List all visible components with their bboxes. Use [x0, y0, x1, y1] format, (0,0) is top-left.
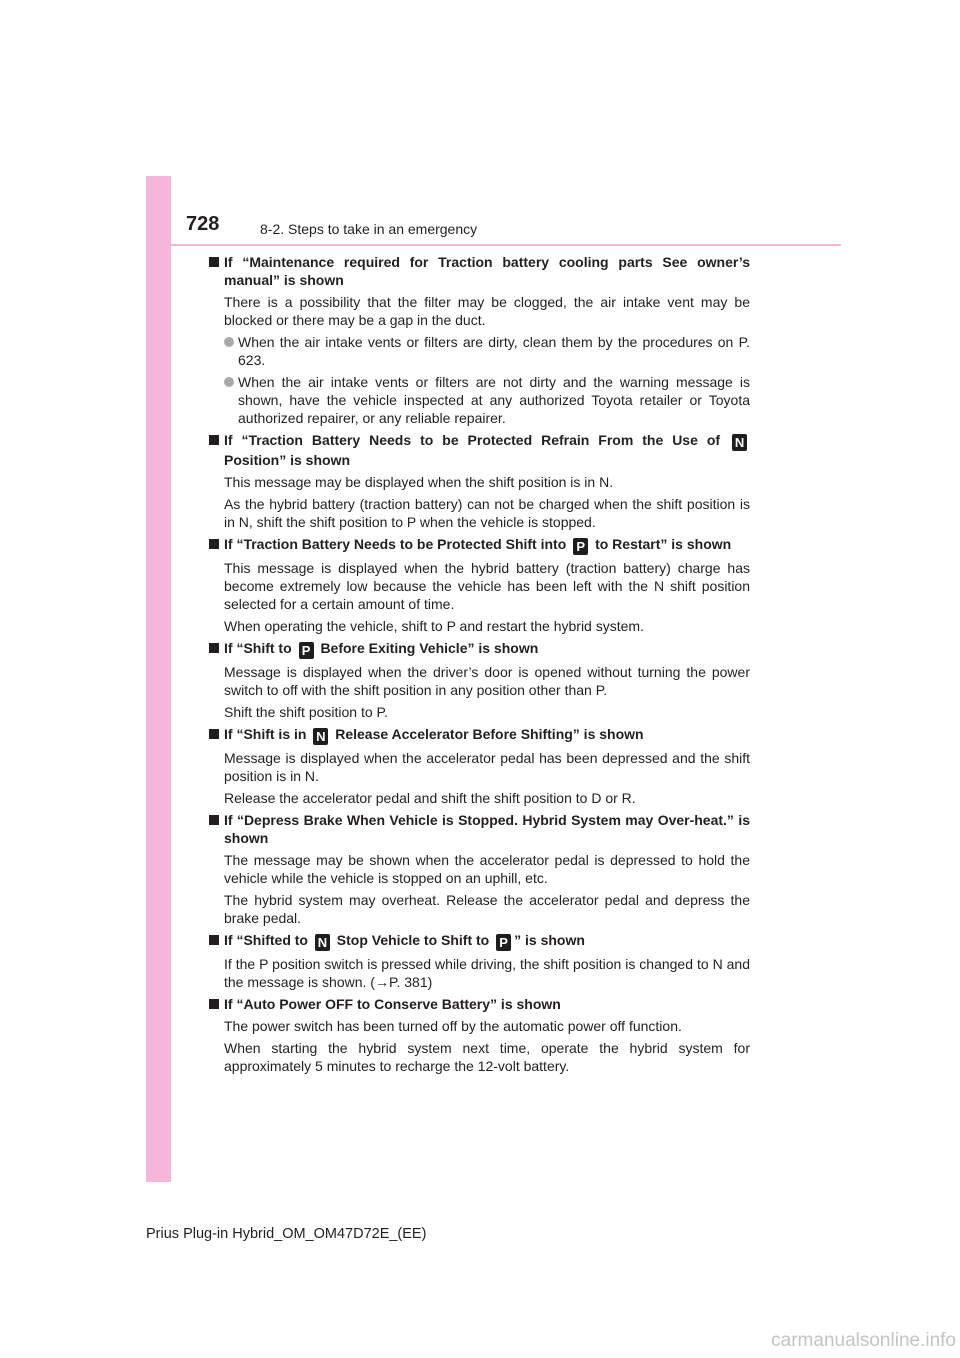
p-position-icon: P — [496, 934, 511, 951]
paragraph: If the P position switch is pressed while driving, the shift position is changed to N and the message is shown. (→P. 381) — [224, 956, 750, 990]
heading-protect-shift-p — [209, 535, 750, 555]
circle-bullet-icon — [224, 377, 234, 387]
heading-shift-p-before-exit — [209, 639, 750, 659]
square-bullet-icon — [209, 643, 219, 653]
heading-text-part: If “Traction Battery Needs to be Protected Shift into — [224, 536, 567, 552]
item-protect-shift-p — [209, 535, 750, 635]
list-item-text: When the air intake vents or filters are dirty, clean them by the procedures on P. 623. — [238, 334, 750, 368]
heading-text-part: ” is shown — [514, 932, 585, 948]
heading-text-part: Release Accelerator Before Shifting” is shown — [335, 726, 644, 742]
header-divider — [171, 244, 841, 246]
item-maintenance — [209, 253, 750, 427]
square-bullet-icon — [209, 935, 219, 945]
heading-text-part: Before Exiting Vehicle” is shown — [320, 640, 539, 656]
heading-text: If “Depress Brake When Vehicle is Stopped. Hybrid System may Over-heat.” is shown — [224, 812, 750, 846]
page-content — [209, 253, 750, 1079]
paragraph: As the hybrid battery (traction battery) can not be charged when the shift position is in N, shift the shift position to P when the vehicle is stopped. — [224, 496, 750, 530]
side-tab-bar — [146, 176, 171, 1182]
heading-text-part: If “Shift is in — [224, 726, 307, 742]
paragraph: When operating the vehicle, shift to P and restart the hybrid system. — [224, 618, 644, 634]
heading-text-part: Position” is shown — [224, 452, 351, 468]
paragraph: The message may be shown when the accelerator pedal is depressed to hold the vehicle while the vehicle is stopped on an uphill, etc. — [224, 852, 750, 886]
paragraph: Release the accelerator pedal and shift the shift position to D or R. — [224, 790, 636, 806]
item-shifted-to-n — [209, 931, 750, 991]
heading-text: If “Auto Power OFF to Conserve Battery” is shown — [224, 996, 561, 1012]
heading-text-part: If “Traction Battery Needs to be Protected Refrain From the Use of — [224, 432, 721, 448]
heading-text: If “Maintenance required for Traction battery cooling parts See owner’s manual” is shown — [224, 254, 750, 288]
n-position-icon: N — [732, 434, 747, 451]
n-position-icon: N — [315, 934, 330, 951]
paragraph: This message may be displayed when the shift position is in N. — [224, 474, 614, 490]
watermark: carmanualsonline.info — [771, 1330, 956, 1351]
p-position-icon: P — [299, 642, 314, 659]
heading-shifted-to-n — [209, 931, 750, 951]
n-position-icon: N — [313, 728, 328, 745]
item-shift-is-in-n — [209, 725, 750, 807]
paragraph: There is a possibility that the filter may be clogged, the air intake vent may be blocked or there may be a gap in the duct. — [224, 294, 750, 328]
item-shift-p-before-exit — [209, 639, 750, 721]
list-item — [209, 373, 750, 427]
heading-maintenance — [209, 253, 750, 289]
heading-auto-power-off — [209, 995, 750, 1013]
heading-depress-brake — [209, 811, 750, 847]
square-bullet-icon — [209, 257, 219, 267]
paragraph: The hybrid system may overheat. Release the accelerator pedal and depress the brake pedal. — [224, 892, 750, 926]
heading-text-part: If “Shift to — [224, 640, 292, 656]
list-item — [209, 333, 750, 369]
square-bullet-icon — [209, 729, 219, 739]
paragraph: The power switch has been turned off by the automatic power off function. — [224, 1018, 682, 1034]
heading-text-part: Stop Vehicle to Shift to — [336, 932, 490, 948]
footer-document-id: Prius Plug-in Hybrid_OM_OM47D72E_(EE) — [146, 1226, 427, 1242]
page-number: 728 — [186, 213, 220, 235]
paragraph: Message is displayed when the accelerator pedal has been depressed and the shift position is in N. — [224, 750, 750, 784]
square-bullet-icon — [209, 539, 219, 549]
heading-text-part: to Restart” is shown — [595, 536, 732, 552]
item-depress-brake — [209, 811, 750, 927]
section-title: 8-2. Steps to take in an emergency — [260, 221, 478, 237]
heading-text-part: If “Shifted to — [224, 932, 308, 948]
list-item-text: When the air intake vents or filters are not dirty and the warning message is shown, have the vehicle inspected at any authorized Toyota retailer or Toyota authorized repairer, or any reliable repairer. — [238, 374, 750, 426]
item-auto-power-off — [209, 995, 750, 1075]
square-bullet-icon — [209, 435, 219, 445]
p-position-icon: P — [573, 538, 588, 555]
heading-protect-refrain-n — [209, 431, 750, 469]
item-protect-refrain-n — [209, 431, 750, 531]
square-bullet-icon — [209, 815, 219, 825]
paragraph: When starting the hybrid system next time, operate the hybrid system for approximately 5 minutes to recharge the 12-volt battery. — [224, 1040, 750, 1074]
paragraph: Shift the shift position to P. — [224, 704, 388, 720]
heading-shift-is-in-n — [209, 725, 750, 745]
circle-bullet-icon — [224, 337, 234, 347]
paragraph: This message is displayed when the hybrid battery (traction battery) charge has become extremely low because the vehicle has been left with the N shift position selected for a certain amount of time. — [224, 560, 750, 612]
square-bullet-icon — [209, 999, 219, 1009]
paragraph: Message is displayed when the driver’s door is opened without turning the power switch to off with the shift position in any position other than P. — [224, 664, 750, 698]
